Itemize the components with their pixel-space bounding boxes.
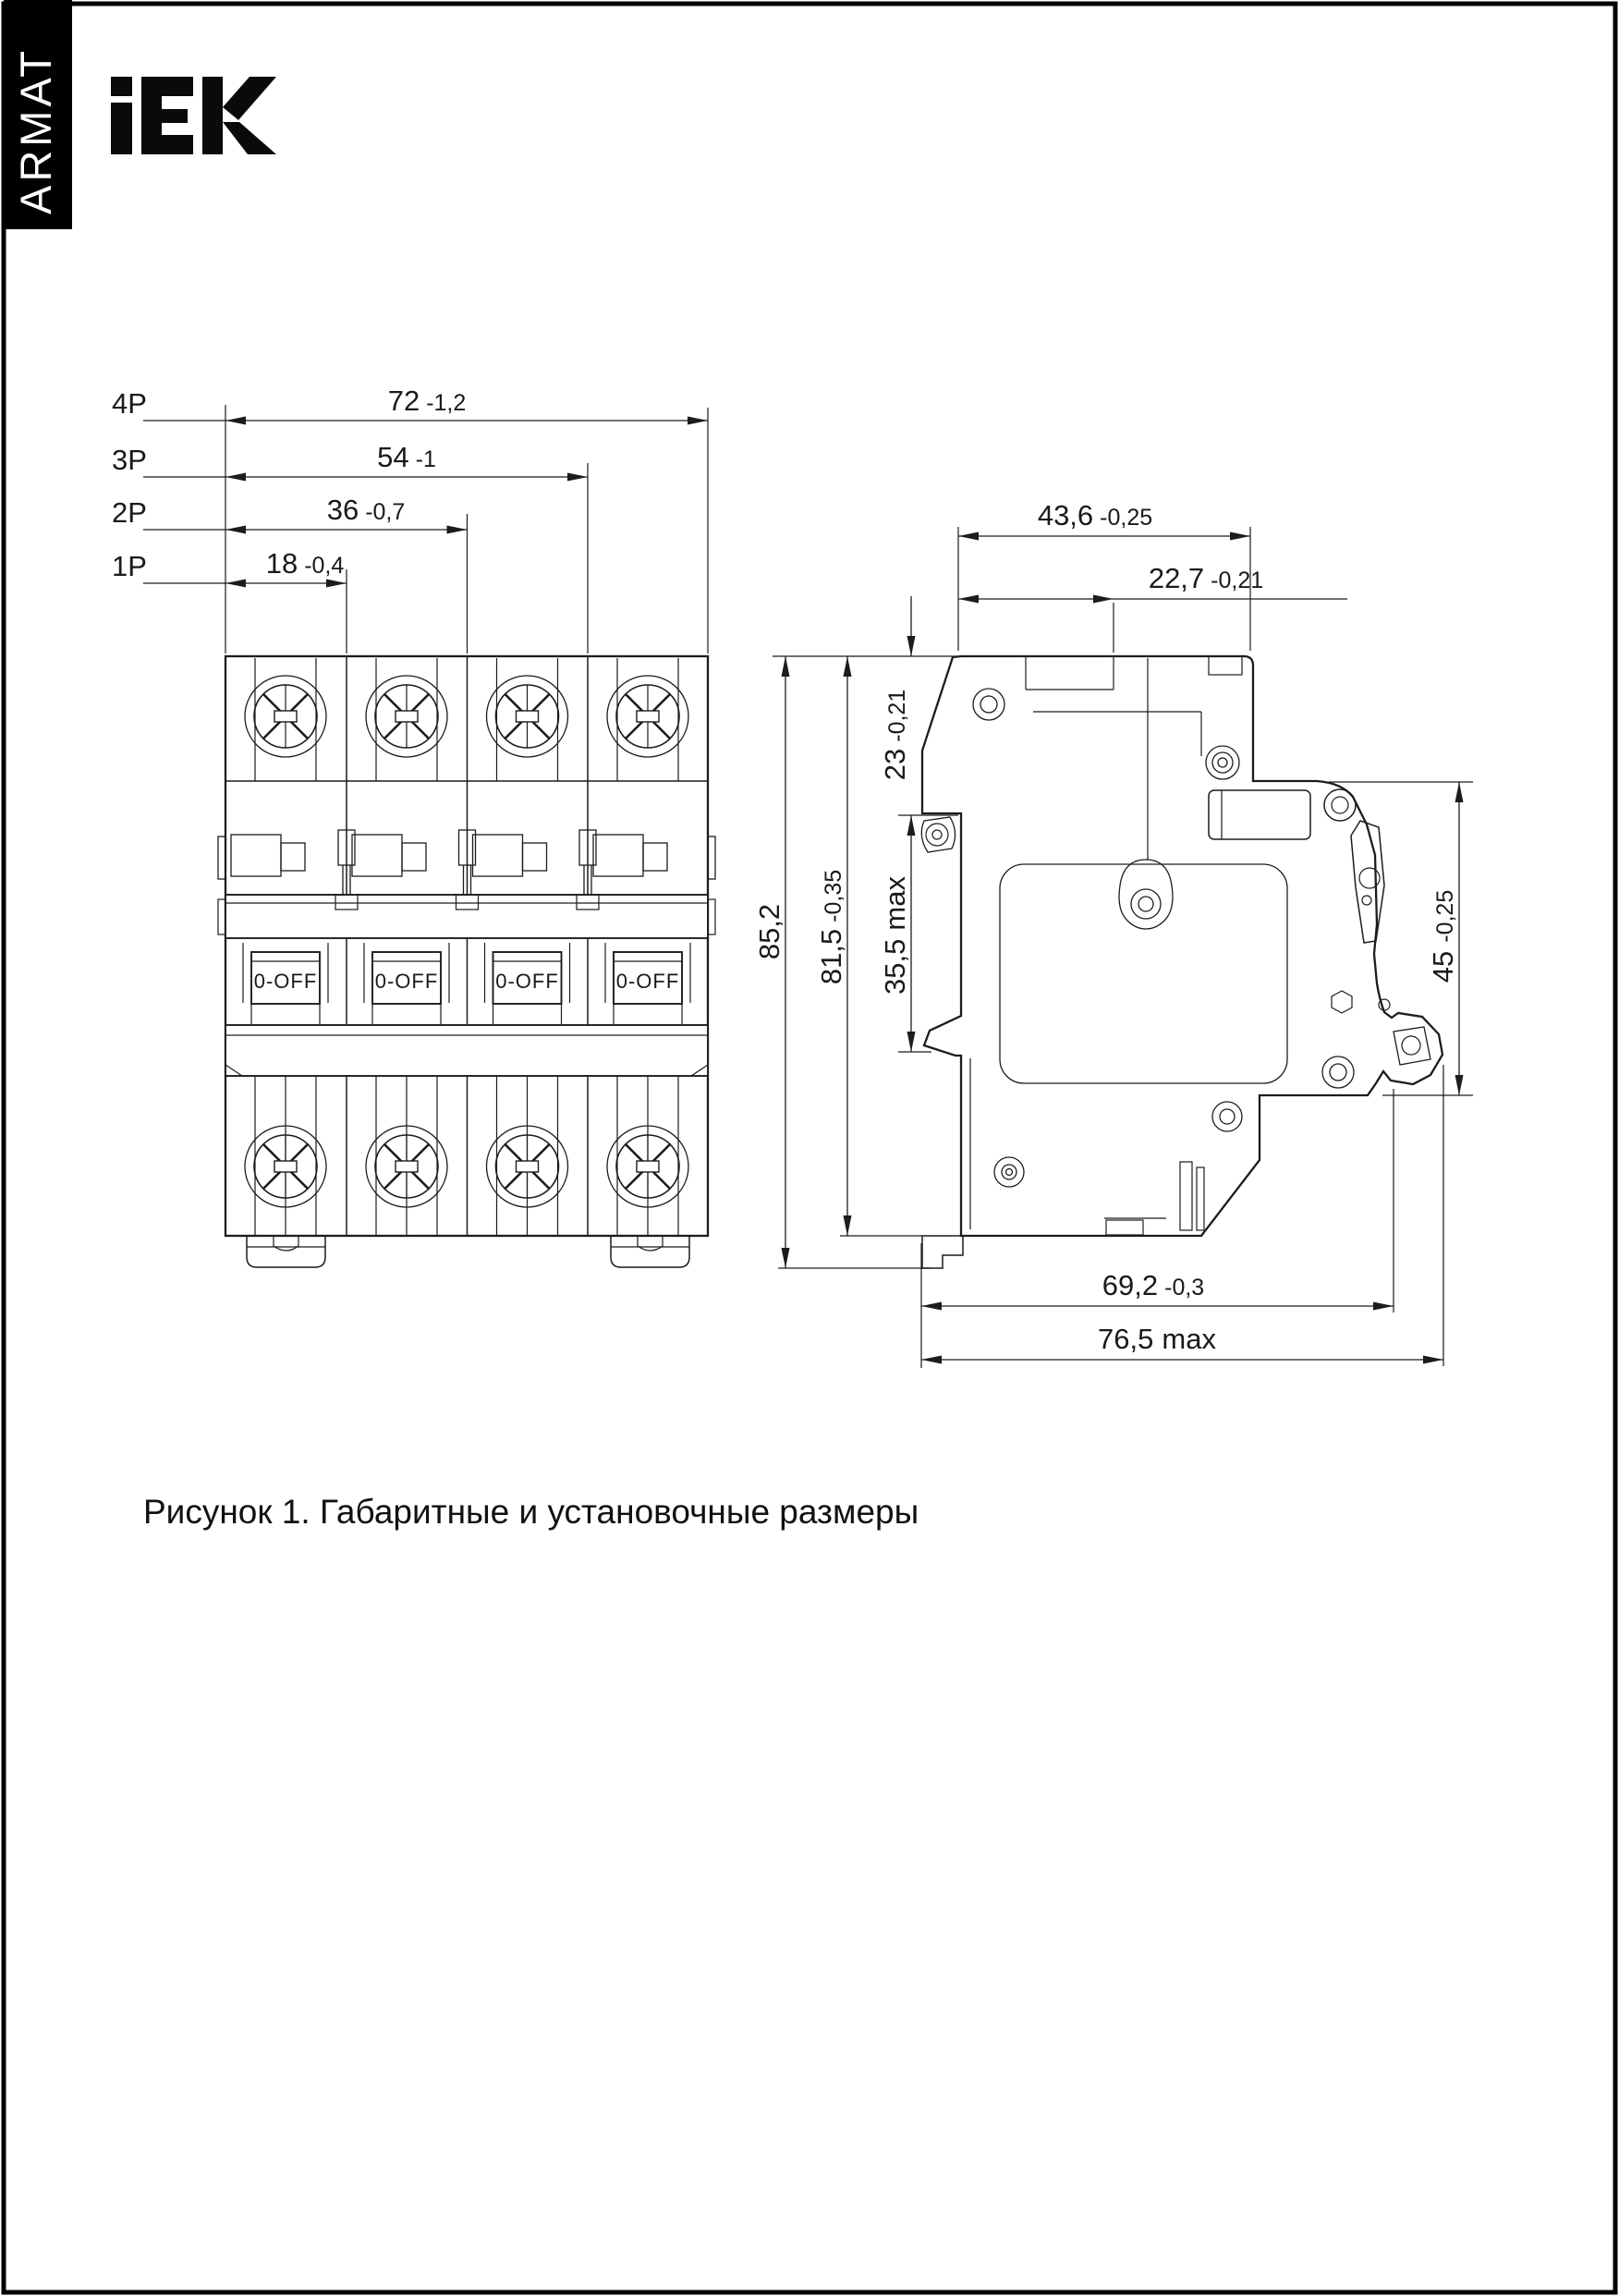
front-view-drawing [112, 385, 715, 1267]
dim-overall-height: 85,2 [753, 903, 785, 960]
dim-width-4p: 72 -1,2 [387, 385, 467, 417]
dim-mount-depth: 69,2 -0,3 [1102, 1269, 1205, 1301]
pole-label-3p: 3P [112, 444, 147, 476]
dim-body-height: 81,5-0,35 [815, 869, 847, 985]
dim-top-width: 43,6 -0,25 [1037, 499, 1153, 531]
dim-rail-top: 23-0,21 [879, 689, 911, 781]
dim-width-3p: 54 -1 [377, 441, 436, 473]
pole-label-1p: 1P [112, 550, 147, 582]
figure-caption: Рисунок 1. Габаритные и установочные размеры [143, 1493, 919, 1531]
armat-sidebar [4, 0, 72, 229]
toggle-label-4: 0-OFF [615, 970, 680, 993]
toggle-label-2: 0-OFF [374, 970, 439, 993]
dim-inner-width: 22,7 -0,21 [1148, 562, 1264, 594]
armat-label: ARMAT [11, 46, 60, 214]
side-view-drawing [753, 499, 1473, 1368]
toggle-label-3: 0-OFF [495, 970, 559, 993]
dim-width-2p: 36 -0,7 [326, 494, 406, 526]
dim-width-1p: 18 -0,4 [265, 547, 345, 580]
iek-logo-icon [111, 77, 276, 154]
dim-rail-zone: 35,5max [879, 876, 911, 995]
toggle-label-1: 0-OFF [253, 970, 318, 993]
pole-label-2p: 2P [112, 496, 147, 529]
dim-max-depth: 76,5 max [1098, 1323, 1216, 1355]
dim-front-height: 45-0,25 [1427, 889, 1459, 983]
pole-label-4p: 4P [112, 387, 147, 420]
